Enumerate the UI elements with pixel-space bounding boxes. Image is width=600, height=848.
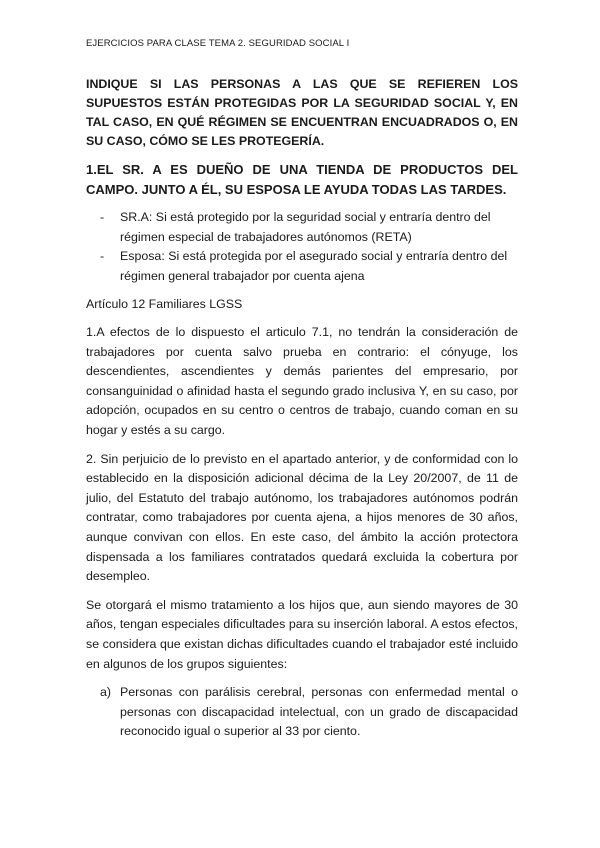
answer-text: SR.A: Si está protegido por la seguridad social y entraría dentro del régimen especial de trabajadores autónomos (RETA): [120, 210, 491, 244]
group-item-a: [86, 683, 518, 742]
list-dash: -: [100, 249, 105, 263]
answer-item-sr-a: [86, 208, 518, 247]
group-text: Personas con parálisis cerebral, personas con enfermedad mental o personas con discapacidad intelectual, con un grado de discapacidad reconocido igual o superior al 33 por ciento.: [120, 685, 518, 739]
article-paragraph-3: Se otorgará el mismo tratamiento a los hijos que, aun siendo mayores de 30 años, tengan especiales dificultades para su inserción laboral. A estos efectos, se considera que existan dichas dificultades cuando el trabajador esté incluido en algunos de los grupos siguientes:: [86, 597, 518, 671]
list-dash: -: [100, 210, 105, 224]
answer-text: Esposa: Si está protegida por el asegurado social y entraría dentro del régimen general trabajador por cuenta ajena: [120, 249, 508, 283]
running-header: EJERCICIOS PARA CLASE TEMA 2. SEGURIDAD SOCIAL I: [86, 38, 350, 49]
exercise-instructions: INDIQUE SI LAS PERSONAS A LAS QUE SE REFIEREN LOS SUPUESTOS ESTÁN PROTEGIDAS POR LA SEGURIDAD SOCIAL Y, EN TAL CASO, EN QUÉ RÉGIMEN SE ENCUENTRAN ENCUADRADOS O, EN SU CASO, CÓMO SE LES PROTEGERÍA.: [86, 77, 518, 148]
article-paragraph-1: 1.A efectos de lo dispuesto el articulo 7.1, no tendrán la consideración de trabajadores por cuenta salvo prueba en contrario: el cónyuge, los descendientes, ascendientes y demás parientes del empresario, por consanguinidad o afinidad hasta el segundo grado inclusiva Y, en su caso, por adopción, ocupados en su centro o centros de trabajo, cuando coman en su hogar y estés a su cargo.: [86, 325, 518, 437]
article-heading: Artículo 12 Familiares LGSS: [86, 297, 243, 311]
case-1-statement: 1.EL SR. A ES DUEÑO DE UNA TIENDA DE PRODUCTOS DEL CAMPO. JUNTO A ÉL, SU ESPOSA LE AYUDA TODAS LAS TARDES.: [86, 162, 518, 197]
article-paragraph-2: 2. Sin perjuicio de lo previsto en el apartado anterior, y de conformidad con lo establecido en la disposición adicional décima de la Ley 20/2007, de 11 de julio, del Estatuto del trabajo autónomo, los trabajadores autónomos podrán contratar, como trabajadores por cuenta ajena, a hijos menores de 30 años, aunque convivan con ellos. En este caso, del ámbito la acción protectora dispensada a los familiares contratados quedará excluida la cobertura por desempleo.: [86, 451, 518, 584]
case-1-answer-list: [86, 208, 518, 286]
groups-list: [86, 683, 518, 742]
list-marker: a): [100, 685, 112, 700]
answer-item-esposa: [86, 247, 518, 286]
